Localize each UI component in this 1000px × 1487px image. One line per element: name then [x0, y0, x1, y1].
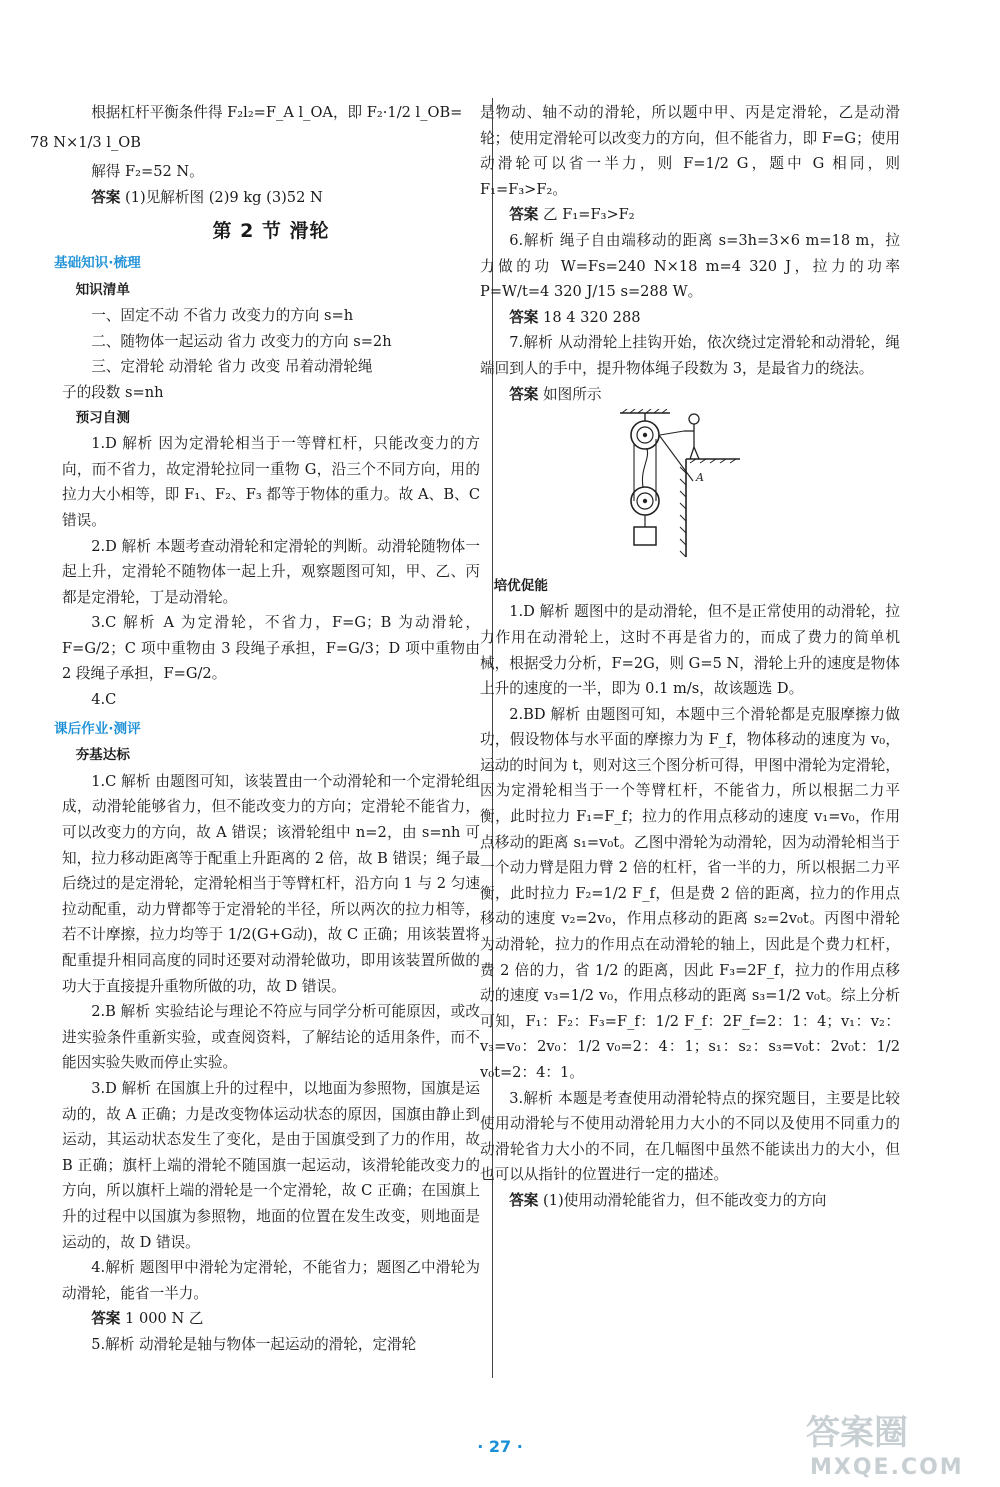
question-answer: 2.B 解析 实验结论与理论不符应与同学分析可能原因，或改进实验条件重新实验，或查阅资料，了解结论的适用条件，而不能因实验失败而停止实验。	[62, 1003, 480, 1072]
question-answer: 3.解析 本题是考查使用动滑轮特点的探究题目，主要是比较使用动滑轮与不使用动滑轮用力大小的不同以及使用不同重力的动滑轮省力大小的不同，在几幅图中虽然不能读出力的大小，但也可以从指针的位置进行一定的描述。	[480, 1089, 900, 1184]
paragraph: 是物动、轴不动的滑轮，所以题中甲、丙是定滑轮，乙是动滑轮；使用定滑轮可以改变力的方向，但不能省力，即 F=G；使用动滑轮可以省一半力，则 F=1/2 G，题中 G 相同，则 F₁=F₃>F₂。	[480, 104, 900, 198]
answer-label: 答案	[509, 308, 539, 326]
answer-text: 如图所示	[543, 385, 602, 403]
section-heading: 课后作业·测评	[54, 720, 141, 737]
question-answer: 2.BD 解析 由题图可知，本题中三个滑轮都是克服摩擦力做功，假设物体与水平面的摩擦力为 F_f，物体移动的速度为 v₀，运动的时间为 t，则对这三个图分析可得，甲图中滑轮为定滑轮，因为定滑轮相当于一个等臂杠杆，不能省力，所以根据二力平衡，此时拉力 F₁=F_f；拉力的作用点移动的速度 v₁=v₀，作用点移动的距离 s₁=v₀t。乙图中滑轮为动滑轮，因为动滑轮相当于一个动力臂是阻力臂 2 倍的杠杆，省一半的力，所以根据二力平衡，此时拉力 F₂=1/2 F_f，但是费 2 倍的距离，拉力的作用点移动的速度 v₂=2v₀，作用点移动的距离 s₂=2v₀t。丙图中滑轮为动滑轮，拉力的作用点在动滑轮的轴上，因此是个费力杠杆，费 2 倍的力，省 1/2 的距离，因此 F₃=2F_f，拉力的作用点移动的速度 v₃=1/2 v₀，作用点移动的距离 s₃=1/2 v₀t。综上分析可知，F₁：F₂：F₃=F_f：1/2 F_f：2F_f=2：1：4；v₁：v₂：v₃=v₀：2v₀：1/2 v₀=2：4：1；s₁：s₂：s₃=v₀t：2v₀t：1/2 v₀t=2：4：1。	[480, 705, 900, 1081]
pulley-diagram	[610, 409, 780, 559]
answer-label: 答案	[509, 206, 539, 224]
answer-line	[62, 185, 480, 211]
answer-line	[480, 305, 900, 331]
left-column	[30, 100, 481, 1358]
right-column	[480, 100, 900, 1214]
knowledge-line: 二、随物体一起运动 省力 改变力的方向 s=2h	[91, 332, 392, 350]
question-answer: 5.解析 动滑轮是轴与物体一起运动的滑轮，定滑轮	[91, 1335, 417, 1353]
paragraph: 根据杠杆平衡条件得 F₂l₂=F_A l_OA，即 F₂·1/2 l_OB=	[91, 104, 463, 121]
answer-text: 18 4 320 288	[543, 308, 641, 326]
subheading: 夯基达标	[75, 747, 130, 764]
answer-line	[480, 1188, 900, 1214]
answer-label: 答案	[509, 1191, 539, 1209]
answer-line	[62, 1306, 480, 1332]
question-answer: 3.C 解析 A 为定滑轮，不省力，F=G；B 为动滑轮，F=G/2；C 项中重物由 3 段绳子承担，F=G/3；D 项中重物由 2 段绳子承担，F=G/2。	[62, 614, 480, 683]
answer-text: (1)使用动滑轮能省力，但不能改变力的方向	[543, 1191, 827, 1209]
question-answer: 7.解析 从动滑轮上挂钩开始，依次绕过定滑轮和动滑轮，绳端回到人的手中，提升物体绳子段数为 3，是最省力的绕法。	[480, 334, 900, 377]
knowledge-line: 一、固定不动 不省力 改变力的方向 s=h	[91, 307, 354, 325]
subheading: 知识清单	[75, 281, 130, 298]
answer-line	[480, 202, 900, 228]
weight-block	[634, 527, 656, 545]
watermark-logo	[800, 1408, 990, 1482]
question-answer: 4.C	[91, 691, 117, 709]
answer-line	[480, 382, 900, 408]
answer-label: 答案	[91, 188, 121, 206]
section-heading: 基础知识·梳理	[54, 254, 141, 271]
question-answer: 6.解析 绳子自由端移动的距离 s=3h=3×6 m=18 m，拉力做的功 W=Fs=240 N×18 m=4 320 J，拉力的功率 P=W/t=4 320 J/15 s=288 W。	[480, 231, 900, 301]
question-answer: 1.D 解析 因为定滑轮相当于一等臂杠杆，只能改变力的方向，而不省力，故定滑轮拉同一重物 G，沿三个不同方向，用的拉力大小相等，即 F₁、F₂、F₃ 都等于物体的重力。故 A、B、C 错误。	[62, 435, 480, 529]
paragraph: 解得 F₂=52 N。	[91, 163, 204, 181]
question-answer: 4.解析 题图甲中滑轮为定滑轮，不能省力；题图乙中滑轮为动滑轮，能省一半力。	[62, 1259, 480, 1302]
subheading: 培优促能	[493, 577, 548, 594]
answer-text: (1)见解析图 (2)9 kg (3)52 N	[125, 188, 323, 206]
page-number: · 27 ·	[477, 1437, 523, 1456]
answer-text: 1 000 N 乙	[125, 1310, 204, 1328]
answer-label: 答案	[91, 1310, 121, 1328]
knowledge-line: 子的段数 s=nh	[62, 383, 164, 401]
answer-text: 乙 F₁=F₃>F₂	[543, 206, 635, 224]
question-answer: 1.D 解析 题图中的是动滑轮，但不是正常使用的动滑轮，拉力作用在动滑轮上，这时不再是省力的，而成了费力的简单机械，根据受力分析，F=2G，则 G=5 N，滑轮上升的速度是物体上升的速度的一半，即为 0.1 m/s，故该题选 D。	[480, 603, 900, 698]
rope	[659, 435, 693, 481]
chapter-title: 第 2 节 滑轮	[212, 220, 330, 243]
knowledge-line: 三、定滑轮 动滑轮 省力 改变 吊着动滑轮绳	[91, 358, 373, 376]
paragraph: 78 N×1/3 l_OB	[30, 133, 141, 151]
watermark-text: 答案圈	[806, 1413, 908, 1453]
question-answer: 3.D 解析 在国旗上升的过程中，以地面为参照物，国旗是运动的，故 A 正确；力是改变物体运动状态的原因，国旗由静止到运动，其运动状态发生了变化，是由于国旗受到了力的作用，故 B 正确；旗杆上端的滑轮不随国旗一起运动，该滑轮能改变力的方向，所以旗杆上端的滑轮是一个定滑轮，故 C 正确；在国旗上升的过程中以国旗为参照物，地面的位置在发生改变，则地面是运动的，故 D 错误。	[62, 1079, 480, 1251]
label-a: A	[696, 471, 704, 485]
wall-hatch	[680, 459, 736, 557]
question-answer: 2.D 解析 本题考查动滑轮和定滑轮的判断。动滑轮随物体一起上升，定滑轮不随物体一起上升，观察题图可知，甲、乙、丙都是定滑轮，丁是动滑轮。	[62, 537, 480, 606]
person-head	[689, 414, 699, 424]
watermark-url: MXQE.COM	[810, 1455, 964, 1480]
subheading: 预习自测	[75, 409, 130, 426]
answer-label: 答案	[509, 385, 539, 403]
question-answer: 1.C 解析 由题图可知，该装置由一个动滑轮和一个定滑轮组成，动滑轮能够省力，但不能改变力的方向；定滑轮不能省力，可以改变力的方向，故 A 错误；该滑轮组中 n=2，由 s=nh 可知，拉力移动距离等于配重上升距离的 2 倍，故 B 错误；绳子最后绕过的是定滑轮，定滑轮相当于等臂杠杆，沿方向 1 与 2 匀速拉动配重，动力臂都等于定滑轮的半径，所以两次的拉力相等，若不计摩擦，拉力均等于 1/2(G+G动)，故 C 正确；用该装置将配重提升相同高度的同时还要对动滑轮做功，即用该装置所做的功大于直接提升重物所做的功，故 D 错误。	[62, 772, 481, 995]
